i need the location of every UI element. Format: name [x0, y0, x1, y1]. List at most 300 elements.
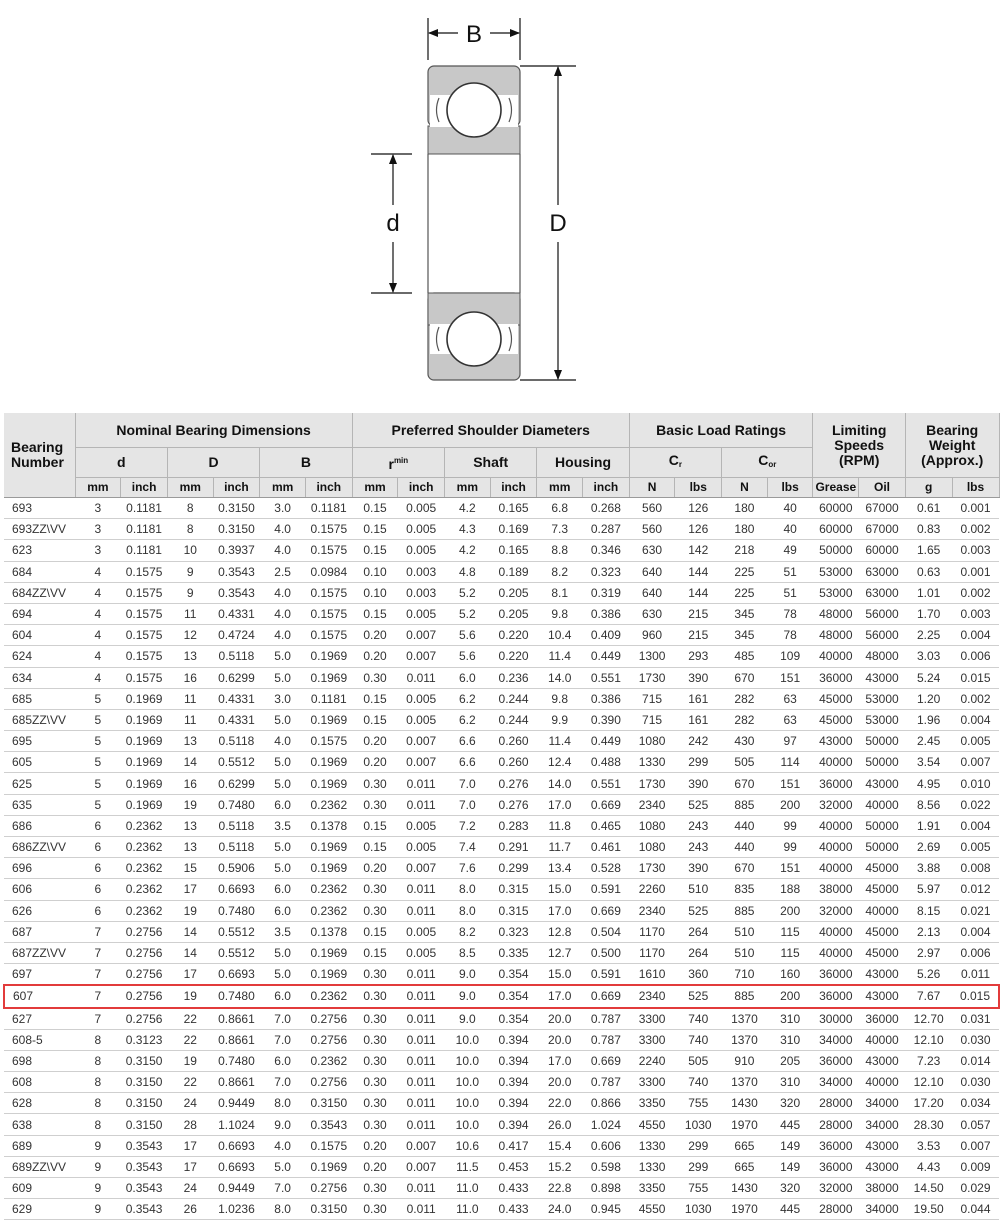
table-cell: 0.3123 — [121, 1029, 168, 1050]
table-cell: 3300 — [629, 1072, 675, 1093]
table-cell: 510 — [722, 942, 768, 963]
table-cell: 0.319 — [583, 582, 630, 603]
table-cell: 4.0 — [260, 603, 306, 624]
table-cell: 30000 — [813, 1008, 859, 1030]
table-cell: 0.354 — [490, 964, 537, 986]
table-cell: 0.335 — [490, 942, 537, 963]
table-row — [4, 646, 999, 667]
table-cell: 99 — [767, 837, 813, 858]
table-cell: 200 — [767, 985, 813, 1007]
table-cell: 0.30 — [352, 879, 398, 900]
table-cell: 0.20 — [352, 1156, 398, 1177]
bearing-number-cell: 625 — [4, 773, 75, 794]
bearing-number-cell: 684ZZ\VV — [4, 582, 75, 603]
table-cell: 1.1024 — [213, 1114, 260, 1135]
table-cell: 0.15 — [352, 519, 398, 540]
table-cell: 17.0 — [537, 900, 583, 921]
table-cell: 28000 — [813, 1093, 859, 1114]
table-cell: 0.3937 — [213, 540, 260, 561]
table-cell: 0.83 — [905, 519, 952, 540]
table-cell: 0.1181 — [121, 540, 168, 561]
table-cell: 0.394 — [490, 1029, 537, 1050]
table-row — [4, 1050, 999, 1071]
table-cell: 0.30 — [352, 1050, 398, 1071]
outer-diameter-label: D — [549, 210, 567, 237]
table-cell: 0.015 — [952, 985, 999, 1007]
table-cell: 36000 — [813, 1135, 859, 1156]
table-row — [4, 773, 999, 794]
bearing-number-cell: 627 — [4, 1008, 75, 1030]
table-cell: 345 — [722, 603, 768, 624]
table-cell: 9.9 — [537, 709, 583, 730]
table-cell: 63 — [767, 709, 813, 730]
table-row — [4, 1114, 999, 1135]
table-cell: 7 — [75, 1008, 121, 1030]
table-cell: 665 — [722, 1156, 768, 1177]
table-cell: 0.007 — [398, 1135, 445, 1156]
table-cell: 0.386 — [583, 603, 630, 624]
table-row — [4, 603, 999, 624]
table-cell: 36000 — [813, 964, 859, 986]
table-cell: 0.007 — [398, 625, 445, 646]
table-cell: 126 — [675, 519, 722, 540]
table-cell: 0.007 — [398, 646, 445, 667]
table-cell: 0.3543 — [121, 1156, 168, 1177]
table-cell: 0.011 — [398, 1050, 445, 1071]
table-cell: 0.323 — [583, 561, 630, 582]
table-cell: 835 — [722, 879, 768, 900]
table-cell: 0.346 — [583, 540, 630, 561]
table-cell: 40000 — [859, 1029, 906, 1050]
table-cell: 5.0 — [260, 773, 306, 794]
table-cell: 7.4 — [445, 837, 491, 858]
table-cell: 36000 — [813, 1050, 859, 1071]
table-cell: 0.006 — [952, 942, 999, 963]
table-cell: 0.012 — [952, 879, 999, 900]
table-cell: 3.88 — [905, 858, 952, 879]
table-cell: 0.8661 — [213, 1008, 260, 1030]
table-cell: 12.8 — [537, 921, 583, 942]
table-cell: 885 — [722, 794, 768, 815]
table-cell: 0.291 — [490, 837, 537, 858]
table-cell: 14 — [167, 942, 213, 963]
table-cell: 14 — [167, 921, 213, 942]
table-cell: 0.002 — [952, 519, 999, 540]
table-cell: 7.0 — [260, 1008, 306, 1030]
unit-header-cell: Grease — [813, 478, 859, 498]
table-cell: 53000 — [813, 561, 859, 582]
table-cell: 53000 — [813, 582, 859, 603]
table-cell: 0.169 — [490, 519, 537, 540]
table-cell: 48000 — [859, 646, 906, 667]
table-cell: 17.0 — [537, 1050, 583, 1071]
table-cell: 0.394 — [490, 1072, 537, 1093]
table-cell: 11.4 — [537, 646, 583, 667]
table-cell: 4.0 — [260, 519, 306, 540]
table-cell: 9.0 — [445, 985, 491, 1007]
table-cell: 1300 — [629, 646, 675, 667]
table-cell: 19 — [167, 794, 213, 815]
table-cell: 0.1969 — [305, 667, 352, 688]
table-cell: 0.005 — [398, 540, 445, 561]
unit-header-cell: lbs — [675, 478, 722, 498]
header-cr-letter: C — [668, 452, 679, 468]
table-cell: 56000 — [859, 625, 906, 646]
table-cell: 0.449 — [583, 646, 630, 667]
table-cell: 0.5118 — [213, 837, 260, 858]
table-cell: 0.2756 — [121, 1008, 168, 1030]
table-cell: 0.1969 — [121, 731, 168, 752]
table-cell: 1970 — [722, 1199, 768, 1220]
table-cell: 0.3150 — [121, 1093, 168, 1114]
table-cell: 188 — [767, 879, 813, 900]
header-d: d — [75, 448, 167, 478]
table-cell: 0.30 — [352, 773, 398, 794]
table-cell: 19 — [167, 985, 213, 1007]
header-B: B — [260, 448, 352, 478]
table-cell: 0.004 — [952, 921, 999, 942]
table-cell: 36000 — [813, 1156, 859, 1177]
table-cell: 4.0 — [260, 1135, 306, 1156]
table-cell: 0.011 — [398, 879, 445, 900]
table-cell: 0.299 — [490, 858, 537, 879]
header-bearing-weight-unit: (Approx.) — [921, 451, 984, 468]
table-cell: 50000 — [859, 731, 906, 752]
table-cell: 7.6 — [445, 858, 491, 879]
table-cell: 40 — [767, 498, 813, 519]
table-cell: 0.787 — [583, 1008, 630, 1030]
table-cell: 0.1969 — [121, 709, 168, 730]
table-cell: 45000 — [859, 921, 906, 942]
bore-dimension — [371, 154, 412, 293]
table-cell: 45000 — [859, 879, 906, 900]
table-cell: 0.1575 — [305, 540, 352, 561]
table-cell: 1430 — [722, 1093, 768, 1114]
table-cell: 0.1378 — [305, 815, 352, 836]
table-cell: 17 — [167, 1135, 213, 1156]
table-cell: 0.165 — [490, 498, 537, 519]
table-row — [4, 498, 999, 519]
table-cell: 28000 — [813, 1199, 859, 1220]
table-cell: 0.394 — [490, 1114, 537, 1135]
table-cell: 11.5 — [445, 1156, 491, 1177]
table-cell: 0.2362 — [305, 985, 352, 1007]
table-cell: 0.011 — [398, 985, 445, 1007]
table-cell: 3300 — [629, 1029, 675, 1050]
table-cell: 299 — [675, 752, 722, 773]
table-cell: 5.0 — [260, 837, 306, 858]
table-cell: 200 — [767, 900, 813, 921]
table-cell: 0.220 — [490, 646, 537, 667]
table-cell: 755 — [675, 1178, 722, 1199]
table-row — [4, 667, 999, 688]
table-cell: 0.30 — [352, 900, 398, 921]
table-cell: 5.24 — [905, 667, 952, 688]
table-row — [4, 709, 999, 730]
table-cell: 114 — [767, 752, 813, 773]
header-limiting-speeds — [813, 413, 905, 478]
table-row — [4, 1156, 999, 1177]
table-cell: 0.315 — [490, 900, 537, 921]
table-cell: 0.005 — [398, 709, 445, 730]
table-cell: 144 — [675, 561, 722, 582]
table-cell: 9.8 — [537, 603, 583, 624]
table-cell: 8 — [75, 1050, 121, 1071]
unit-header-cell: N — [629, 478, 675, 498]
table-cell: 8.2 — [537, 561, 583, 582]
width-label: B — [465, 21, 483, 48]
table-row — [4, 1072, 999, 1093]
table-cell: 0.014 — [952, 1050, 999, 1071]
table-cell: 0.1575 — [305, 731, 352, 752]
table-cell: 0.787 — [583, 1072, 630, 1093]
table-cell: 2260 — [629, 879, 675, 900]
table-cell: 8.1 — [537, 582, 583, 603]
table-cell: 20.0 — [537, 1008, 583, 1030]
bearing-number-cell: 628 — [4, 1093, 75, 1114]
table-cell: 22 — [167, 1029, 213, 1050]
table-cell: 10 — [167, 540, 213, 561]
table-cell: 0.011 — [398, 1093, 445, 1114]
table-cell: 0.6299 — [213, 773, 260, 794]
table-cell: 5.26 — [905, 964, 952, 986]
table-cell: 19.50 — [905, 1199, 952, 1220]
table-cell: 0.10 — [352, 582, 398, 603]
bearing-number-cell: 693 — [4, 498, 75, 519]
table-cell: 243 — [675, 837, 722, 858]
table-cell: 0.031 — [952, 1008, 999, 1030]
table-cell: 0.5118 — [213, 646, 260, 667]
bearing-number-cell: 607 — [4, 985, 75, 1007]
table-cell: 60000 — [813, 498, 859, 519]
table-cell: 6.0 — [445, 667, 491, 688]
table-cell: 0.1969 — [305, 752, 352, 773]
table-cell: 0.287 — [583, 519, 630, 540]
table-cell: 0.021 — [952, 900, 999, 921]
table-cell: 63000 — [859, 561, 906, 582]
table-cell: 4.8 — [445, 561, 491, 582]
table-cell: 43000 — [859, 985, 906, 1007]
table-cell: 2.97 — [905, 942, 952, 963]
table-cell: 1080 — [629, 731, 675, 752]
table-cell: 7 — [75, 921, 121, 942]
table-cell: 3.03 — [905, 646, 952, 667]
table-cell: 0.15 — [352, 837, 398, 858]
table-cell: 7.0 — [260, 1029, 306, 1050]
table-cell: 0.3543 — [121, 1135, 168, 1156]
table-cell: 0.1969 — [121, 752, 168, 773]
table-cell: 34000 — [859, 1199, 906, 1220]
table-cell: 17.0 — [537, 794, 583, 815]
table-cell: 710 — [722, 964, 768, 986]
table-cell: 40000 — [859, 794, 906, 815]
table-cell: 5.0 — [260, 752, 306, 773]
table-cell: 5 — [75, 794, 121, 815]
header-bearing-number: Bearing Number — [4, 413, 75, 498]
table-cell: 0.003 — [398, 561, 445, 582]
table-cell: 5.0 — [260, 858, 306, 879]
table-cell: 0.20 — [352, 858, 398, 879]
table-cell: 0.1575 — [121, 582, 168, 603]
bearing-number-cell: 624 — [4, 646, 75, 667]
table-cell: 1.91 — [905, 815, 952, 836]
header-cor-letter: C — [758, 452, 769, 468]
table-cell: 2.25 — [905, 625, 952, 646]
table-cell: 560 — [629, 498, 675, 519]
table-cell: 0.260 — [490, 731, 537, 752]
table-cell: 15 — [167, 858, 213, 879]
unit-header-cell: inch — [398, 478, 445, 498]
table-row-highlighted — [4, 985, 999, 1007]
table-cell: 8 — [75, 1114, 121, 1135]
table-cell: 670 — [722, 858, 768, 879]
table-cell: 0.323 — [490, 921, 537, 942]
table-cell: 0.591 — [583, 879, 630, 900]
table-cell: 1080 — [629, 837, 675, 858]
table-cell: 8.2 — [445, 921, 491, 942]
table-cell: 0.004 — [952, 709, 999, 730]
table-cell: 0.3543 — [213, 582, 260, 603]
table-cell: 6 — [75, 837, 121, 858]
table-cell: 0.606 — [583, 1135, 630, 1156]
table-cell: 20.0 — [537, 1029, 583, 1050]
header-housing: Housing — [537, 448, 629, 478]
table-cell: 0.1575 — [121, 625, 168, 646]
table-cell: 36000 — [813, 773, 859, 794]
table-cell: 0.30 — [352, 1008, 398, 1030]
table-cell: 5 — [75, 688, 121, 709]
table-cell: 0.3543 — [121, 1178, 168, 1199]
table-cell: 12.10 — [905, 1029, 952, 1050]
table-cell: 0.5512 — [213, 752, 260, 773]
table-cell: 8.0 — [445, 879, 491, 900]
table-cell: 11 — [167, 688, 213, 709]
table-row — [4, 582, 999, 603]
table-cell: 310 — [767, 1072, 813, 1093]
table-cell: 5 — [75, 773, 121, 794]
table-cell: 2340 — [629, 794, 675, 815]
table-cell: 0.5906 — [213, 858, 260, 879]
table-cell: 7.0 — [445, 773, 491, 794]
table-cell: 4 — [75, 646, 121, 667]
table-cell: 50000 — [813, 540, 859, 561]
table-cell: 205 — [767, 1050, 813, 1071]
table-cell: 2340 — [629, 985, 675, 1007]
table-cell: 10.0 — [445, 1093, 491, 1114]
table-cell: 4.43 — [905, 1156, 952, 1177]
table-row — [4, 1093, 999, 1114]
table-cell: 1.024 — [583, 1114, 630, 1135]
table-cell: 11 — [167, 709, 213, 730]
table-row — [4, 921, 999, 942]
table-cell: 0.2362 — [305, 900, 352, 921]
table-cell: 0.1575 — [121, 646, 168, 667]
table-cell: 0.1181 — [305, 688, 352, 709]
table-cell: 2240 — [629, 1050, 675, 1071]
table-cell: 3350 — [629, 1093, 675, 1114]
table-cell: 17 — [167, 1156, 213, 1177]
bearing-number-cell: 626 — [4, 900, 75, 921]
table-cell: 0.15 — [352, 540, 398, 561]
table-cell: 160 — [767, 964, 813, 986]
unit-header-cell: inch — [583, 478, 630, 498]
table-cell: 0.011 — [398, 773, 445, 794]
table-cell: 0.1378 — [305, 921, 352, 942]
table-cell: 4 — [75, 582, 121, 603]
table-cell: 0.3150 — [121, 1114, 168, 1135]
bearing-number-cell: 684 — [4, 561, 75, 582]
table-cell: 5 — [75, 731, 121, 752]
table-cell: 4.2 — [445, 498, 491, 519]
table-cell: 390 — [675, 667, 722, 688]
table-cell: 34000 — [813, 1029, 859, 1050]
table-cell: 8 — [75, 1093, 121, 1114]
table-cell: 0.30 — [352, 1072, 398, 1093]
table-cell: 0.3150 — [121, 1072, 168, 1093]
table-cell: 0.409 — [583, 625, 630, 646]
table-cell: 0.2756 — [305, 1178, 352, 1199]
table-cell: 0.2756 — [305, 1008, 352, 1030]
table-cell: 243 — [675, 815, 722, 836]
table-cell: 0.005 — [398, 519, 445, 540]
table-cell: 1370 — [722, 1008, 768, 1030]
table-cell: 2340 — [629, 900, 675, 921]
table-cell: 4 — [75, 603, 121, 624]
table-cell: 390 — [675, 858, 722, 879]
table-cell: 16 — [167, 773, 213, 794]
table-cell: 0.3150 — [121, 1050, 168, 1071]
table-cell: 0.669 — [583, 794, 630, 815]
table-cell: 0.6693 — [213, 1135, 260, 1156]
table-cell: 3.5 — [260, 815, 306, 836]
table-cell: 51 — [767, 561, 813, 582]
table-cell: 0.30 — [352, 1093, 398, 1114]
table-cell: 15.2 — [537, 1156, 583, 1177]
table-cell: 0.465 — [583, 815, 630, 836]
table-cell: 1730 — [629, 667, 675, 688]
table-cell: 45000 — [859, 858, 906, 879]
table-cell: 28 — [167, 1114, 213, 1135]
table-cell: 8 — [75, 1029, 121, 1050]
table-cell: 2.69 — [905, 837, 952, 858]
table-cell: 0.5118 — [213, 815, 260, 836]
table-cell: 43000 — [813, 731, 859, 752]
table-cell: 8 — [167, 519, 213, 540]
table-cell: 0.787 — [583, 1029, 630, 1050]
table-cell: 48000 — [813, 625, 859, 646]
table-cell: 0.15 — [352, 498, 398, 519]
table-cell: 5 — [75, 709, 121, 730]
table-cell: 3300 — [629, 1008, 675, 1030]
table-cell: 5.0 — [260, 709, 306, 730]
table-cell: 8 — [167, 498, 213, 519]
table-cell: 1730 — [629, 773, 675, 794]
table-cell: 12.4 — [537, 752, 583, 773]
table-cell: 144 — [675, 582, 722, 603]
table-cell: 149 — [767, 1156, 813, 1177]
bearing-number-cell: 635 — [4, 794, 75, 815]
table-cell: 1370 — [722, 1072, 768, 1093]
table-cell: 670 — [722, 667, 768, 688]
table-cell: 0.354 — [490, 985, 537, 1007]
table-cell: 0.001 — [952, 561, 999, 582]
table-cell: 0.2362 — [121, 815, 168, 836]
table-cell: 6.0 — [260, 985, 306, 1007]
table-cell: 0.034 — [952, 1093, 999, 1114]
table-cell: 53000 — [859, 709, 906, 730]
table-cell: 310 — [767, 1008, 813, 1030]
table-cell: 6.6 — [445, 731, 491, 752]
